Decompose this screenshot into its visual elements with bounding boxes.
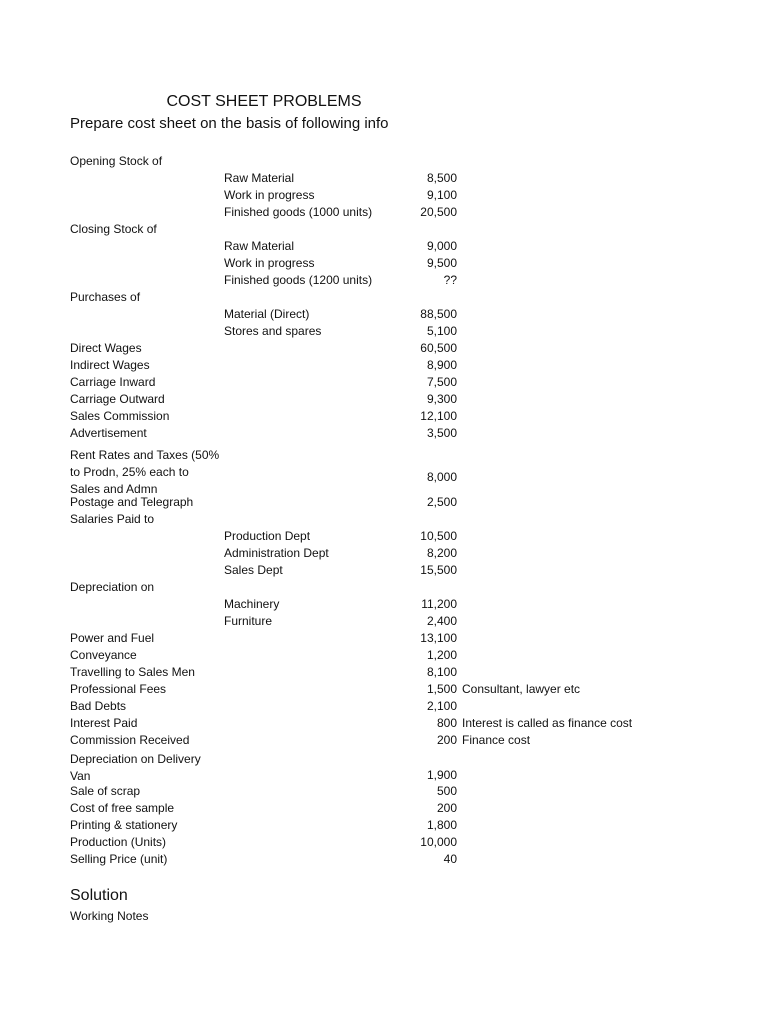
table-cell-c2: Raw Material bbox=[224, 171, 295, 185]
table-cell-c2: Raw Material bbox=[224, 239, 295, 253]
table-cell-c1: Production (Units) bbox=[70, 835, 167, 849]
table-cell-c3: 1,800 bbox=[426, 818, 457, 832]
table-cell-c3: ?? bbox=[443, 273, 457, 287]
table-cell-c1: Travelling to Sales Men bbox=[70, 665, 195, 679]
table-cell-c2: Administration Dept bbox=[224, 546, 329, 560]
table-cell-c1: Salaries Paid to bbox=[70, 512, 155, 526]
table-cell-c3: 8,200 bbox=[426, 546, 457, 560]
table-cell-c3: 200 bbox=[436, 733, 457, 747]
table-cell-c2: Work in progress bbox=[224, 256, 315, 270]
table-cell-c3: 40 bbox=[443, 852, 457, 866]
table-cell-c1: Rent Rates and Taxes (50% to Prodn, 25% each to Sales and Admn bbox=[70, 448, 220, 496]
solution-heading: Solution bbox=[70, 887, 128, 904]
table-cell-c3: 8,100 bbox=[426, 665, 457, 679]
table-cell-c3: 200 bbox=[436, 801, 457, 815]
table-cell-c3: 60,500 bbox=[420, 341, 457, 355]
table-cell-c4: Consultant, lawyer etc bbox=[462, 682, 581, 696]
table-cell-c2: Furniture bbox=[224, 614, 273, 628]
table-cell-c1: Depreciation on Delivery Van bbox=[70, 752, 201, 783]
table-cell-c1: Direct Wages bbox=[70, 341, 142, 355]
table-cell-c3: 3,500 bbox=[426, 426, 457, 440]
table-cell-c3: 1,900 bbox=[426, 768, 457, 782]
table-cell-c3: 8,900 bbox=[426, 358, 457, 372]
table-cell-c1: Carriage Inward bbox=[70, 375, 156, 389]
working-notes-label: Working Notes bbox=[70, 909, 149, 923]
table-cell-c1: Conveyance bbox=[70, 648, 137, 662]
table-cell-c3: 10,500 bbox=[420, 529, 457, 543]
table-cell-c4: Interest is called as finance cost bbox=[462, 716, 633, 730]
table-cell-c1: Closing Stock of bbox=[70, 222, 157, 236]
table-cell-c2: Finished goods (1200 units) bbox=[224, 273, 373, 287]
table-cell-c3: 800 bbox=[436, 716, 457, 730]
table-cell-c3: 9,100 bbox=[426, 188, 457, 202]
table-cell-c1: Professional Fees bbox=[70, 682, 167, 696]
table-cell-c3: 9,000 bbox=[426, 239, 457, 253]
table-cell-c1: Opening Stock of bbox=[70, 154, 163, 168]
table-cell-c3: 20,500 bbox=[420, 205, 457, 219]
table-cell-c1: Postage and Telegraph bbox=[70, 495, 194, 509]
table-cell-c2: Production Dept bbox=[224, 529, 311, 543]
table-cell-c1: Sales Commission bbox=[70, 409, 170, 423]
table-cell-c3: 15,500 bbox=[420, 563, 457, 577]
table-cell-c3: 500 bbox=[436, 784, 457, 798]
table-cell-c3: 12,100 bbox=[420, 409, 457, 423]
table-cell-c3: 13,100 bbox=[420, 631, 457, 645]
table-cell-c1: Interest Paid bbox=[70, 716, 138, 730]
table-cell-c3: 10,000 bbox=[420, 835, 457, 849]
page-subtitle: Prepare cost sheet on the basis of following info bbox=[70, 115, 389, 132]
table-cell-c3: 5,100 bbox=[426, 324, 457, 338]
table-cell-c1: Sale of scrap bbox=[70, 784, 141, 798]
table-cell-c2: Sales Dept bbox=[224, 563, 283, 577]
table-cell-c3: 2,100 bbox=[426, 699, 457, 713]
table-cell-c3: 9,500 bbox=[426, 256, 457, 270]
table-cell-c1: Depreciation on bbox=[70, 580, 155, 594]
table-cell-c3: 2,500 bbox=[426, 495, 457, 509]
table-cell-c1: Printing & stationery bbox=[70, 818, 178, 832]
table-cell-c2: Stores and spares bbox=[224, 324, 322, 338]
table-cell-c2: Finished goods (1000 units) bbox=[224, 205, 373, 219]
table-cell-c3: 8,000 bbox=[426, 470, 457, 484]
table-cell-c1: Power and Fuel bbox=[70, 631, 155, 645]
table-cell-c2: Material (Direct) bbox=[224, 307, 310, 321]
table-cell-c3: 7,500 bbox=[426, 375, 457, 389]
table-cell-c3: 8,500 bbox=[426, 171, 457, 185]
table-cell-c4: Finance cost bbox=[462, 733, 531, 747]
page-title: COST SHEET PROBLEMS bbox=[166, 93, 362, 110]
table-cell-c3: 11,200 bbox=[421, 597, 457, 611]
table-cell-c1: Advertisement bbox=[70, 426, 147, 440]
table-cell-c2: Machinery bbox=[224, 597, 280, 611]
table-cell-c1: Selling Price (unit) bbox=[70, 852, 168, 866]
table-cell-c3: 9,300 bbox=[426, 392, 457, 406]
table-cell-c3: 2,400 bbox=[426, 614, 457, 628]
table-cell-c1: Cost of free sample bbox=[70, 801, 175, 815]
table-cell-c1: Indirect Wages bbox=[70, 358, 150, 372]
table-cell-c1: Carriage Outward bbox=[70, 392, 165, 406]
table-cell-c3: 1,200 bbox=[426, 648, 457, 662]
table-cell-c3: 88,500 bbox=[420, 307, 457, 321]
table-cell-c2: Work in progress bbox=[224, 188, 315, 202]
table-cell-c1: Purchases of bbox=[70, 290, 141, 304]
table-cell-c1: Bad Debts bbox=[70, 699, 127, 713]
table-cell-c3: 1,500 bbox=[426, 682, 457, 696]
table-cell-c1: Commission Received bbox=[70, 733, 190, 747]
